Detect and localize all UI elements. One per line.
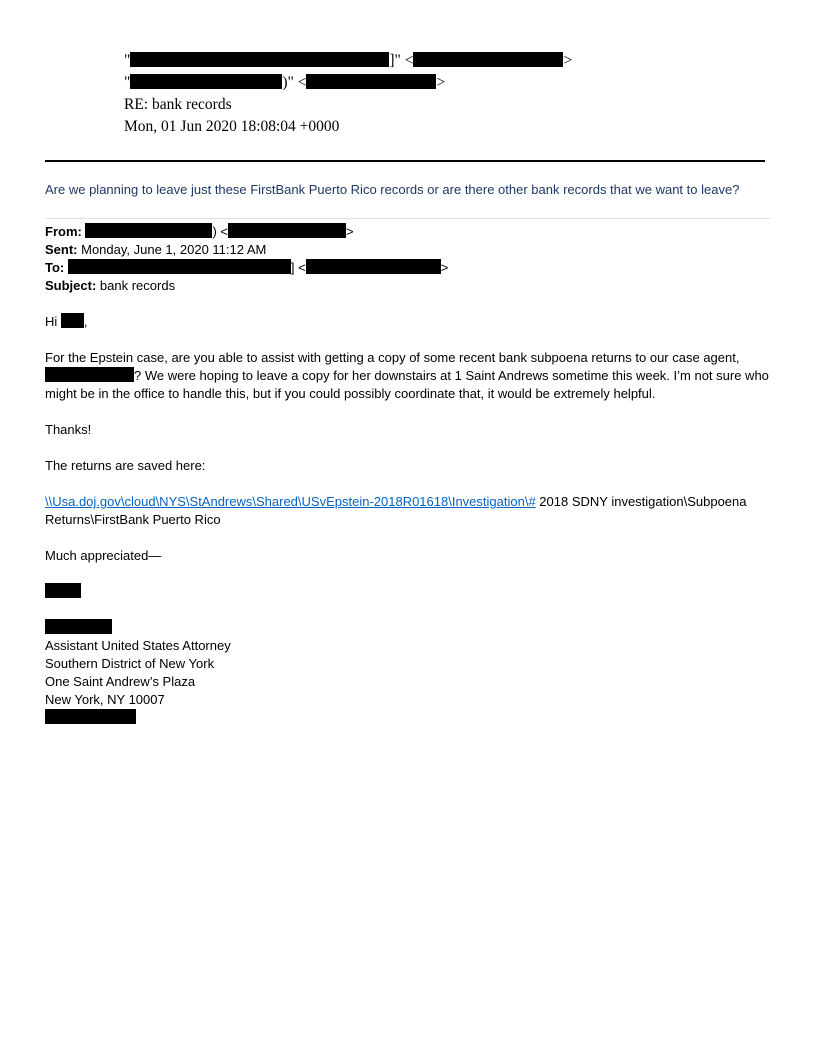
original-from-line xyxy=(45,223,775,241)
quote: " xyxy=(124,74,131,91)
signature-name xyxy=(45,619,775,637)
returns-intro: The returns are saved here: xyxy=(45,458,206,473)
redaction xyxy=(306,259,441,274)
to-separator: )" < xyxy=(282,74,307,91)
original-to-label: To: xyxy=(45,260,65,275)
reply-question: Are we planning to leave just these FirstBank Puerto Rico records or are there other bank records that we want to leave? xyxy=(45,182,740,197)
redaction xyxy=(61,313,84,328)
network-path-rest: 2018 SDNY investigation\Subpoena Returns\FirstBank Puerto Rico xyxy=(45,494,747,527)
redaction xyxy=(45,709,136,724)
original-sent-value: Monday, June 1, 2020 11:12 AM xyxy=(81,242,267,257)
greeting xyxy=(45,313,775,331)
original-to-line xyxy=(45,259,775,277)
original-to-separator: ] < xyxy=(290,260,306,275)
original-from-close: > xyxy=(346,224,354,239)
quote: " xyxy=(124,52,131,69)
original-subject-label: Subject: xyxy=(45,278,97,293)
signature-district: Southern District of New York xyxy=(45,656,215,671)
redaction xyxy=(85,223,212,238)
redaction xyxy=(45,583,81,598)
redaction xyxy=(306,74,436,89)
subject-value: RE: bank records xyxy=(124,96,232,113)
signature-address-line1: One Saint Andrew’s Plaza xyxy=(45,674,196,689)
closing-line: Much appreciated— xyxy=(45,548,162,563)
greeting-text: Hi xyxy=(45,314,58,329)
date-value: Mon, 01 Jun 2020 18:08:04 +0000 xyxy=(124,118,340,135)
original-from-label: From: xyxy=(45,224,82,239)
from-value xyxy=(124,50,572,72)
thanks-line: Thanks! xyxy=(45,422,92,437)
greeting-comma: , xyxy=(83,314,88,329)
header-divider xyxy=(45,160,765,162)
signature-initials xyxy=(45,583,775,601)
to-close: > xyxy=(436,74,446,91)
redaction xyxy=(45,367,134,382)
redaction xyxy=(228,223,346,238)
from-separator: ]" < xyxy=(389,52,414,69)
signature-address-line2: New York, NY 10007 xyxy=(45,692,165,707)
redaction xyxy=(130,52,389,67)
paragraph-request-part1: For the Epstein case, are you able to assist with getting a copy of some recent bank subpoena returns to our case agent, xyxy=(45,350,740,365)
original-message xyxy=(45,223,775,727)
original-sent-label: Sent: xyxy=(45,242,78,257)
from-close: > xyxy=(563,52,573,69)
redaction xyxy=(130,74,282,89)
redaction xyxy=(68,259,291,274)
to-value xyxy=(124,72,445,94)
quote-divider xyxy=(45,218,771,219)
signature-phone xyxy=(45,709,775,727)
paragraph-request xyxy=(45,349,775,403)
original-sent-line xyxy=(45,241,775,259)
original-to-close: > xyxy=(440,260,449,275)
signature-title: Assistant United States Attorney xyxy=(45,638,231,653)
redaction xyxy=(413,52,563,67)
returns-path xyxy=(45,493,775,529)
original-subject-value: bank records xyxy=(99,278,176,293)
original-subject-line xyxy=(45,277,775,295)
network-path-link[interactable]: \\Usa.doj.gov\cloud\NYS\StAndrews\Shared\USvEpstein-2018R01618\Investigation\# xyxy=(45,494,536,509)
original-from-separator: ) < xyxy=(212,224,229,239)
redaction xyxy=(45,619,112,634)
paragraph-request-part2: ? We were hoping to leave a copy for her downstairs at 1 Saint Andrews sometime this week. I’m not sure who might be in the office to handle this, but if you could possibly coordinate that, it would be extremely helpful. xyxy=(45,368,769,401)
